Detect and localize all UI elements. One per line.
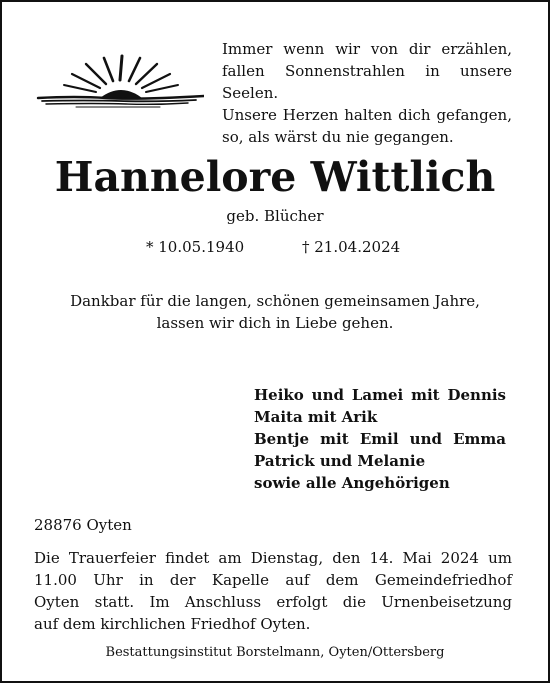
mourner-line: Patrick und Melanie [254, 452, 426, 470]
thanks-line: lassen wir dich in Liebe gehen. [156, 314, 394, 332]
location: 28876 Oyten [34, 516, 132, 534]
mourner-line: sowie alle Angehörigen [254, 474, 450, 492]
ceremony-line: Die Trauerfeier findet am Dienstag, den 14. Mai 2024 um [34, 549, 512, 567]
ceremony-line: Oyten statt. Im Anschluss erfolgt die Urnenbeisetzung [34, 593, 512, 611]
mourners-list [254, 384, 506, 494]
poem [222, 38, 512, 148]
birth-name: geb. Blücher [226, 207, 324, 225]
sunrise-icon [36, 52, 204, 110]
thanks-text [2, 290, 548, 334]
birth-date: * 10.05.1940 [146, 238, 245, 256]
ceremony-info [34, 547, 512, 635]
death-date: † 21.04.2024 [302, 238, 401, 256]
mourner-line: Bentje mit Emil und Emma [254, 430, 506, 448]
thanks-line: Dankbar für die langen, schönen gemeinsamen Jahre, [70, 292, 480, 310]
ceremony-line: auf dem kirchlichen Friedhof Oyten. [34, 615, 311, 633]
poem-line: fallen Sonnenstrahlen in unsere Seelen. [222, 62, 512, 102]
poem-line: Unsere Herzen halten dich gefangen, [222, 106, 512, 124]
poem-line: Immer wenn wir von dir erzählen, [222, 40, 512, 58]
poem-line: so, als wärst du nie gegangen. [222, 128, 454, 146]
funeral-home: Bestattungsinstitut Borstelmann, Oyten/Ottersberg [105, 645, 445, 660]
mourner-line: Maita mit Arik [254, 408, 378, 426]
ceremony-line: 11.00 Uhr in der Kapelle auf dem Gemeindefriedhof [34, 571, 512, 589]
decedent-name: Hannelore Wittlich [54, 153, 496, 201]
mourner-line: Heiko und Lamei mit Dennis [254, 386, 506, 404]
